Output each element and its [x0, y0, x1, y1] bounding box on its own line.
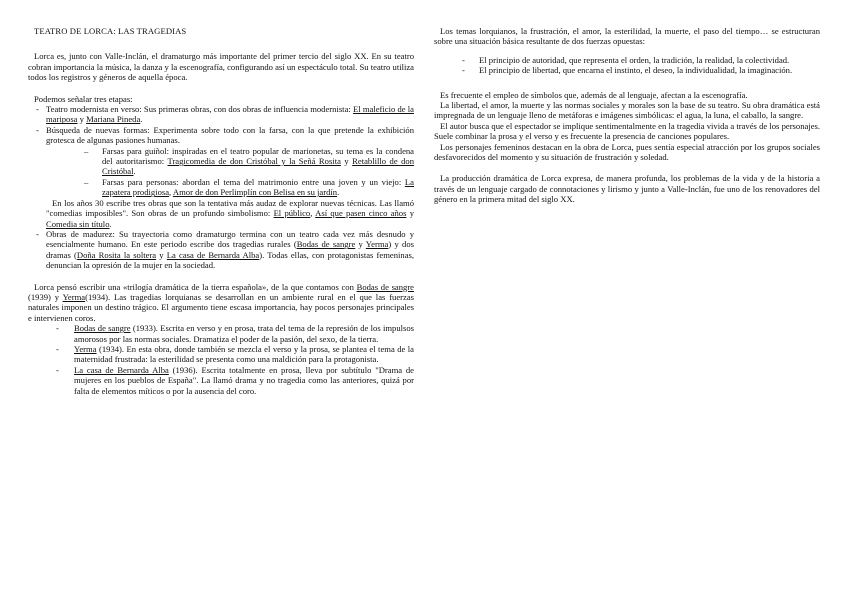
paragraph-text: (1934). Las tragedias lorquianas se desarrollan en un ambiente rural en el que las fuerzas naturales imponen un destino trágico. El argumento tiene escasa importancia, hay pocos personajes principales e intervienen coros. [28, 291, 414, 323]
work-title: Mariana Pineda [86, 114, 141, 125]
list-dash: - [462, 54, 465, 65]
work-title: Comedia sin título [46, 218, 110, 229]
connector-text: y [156, 249, 167, 260]
work-title: La casa de Bernarda Alba [166, 249, 260, 260]
work-title: Yerma [74, 343, 97, 354]
stages-list [28, 104, 414, 271]
farce-sublist [84, 146, 414, 198]
themes-paragraph: Los temas lorquianos, la frustración, el amor, la esterilidad, la muerte, el paso del tiempo… se estructuran sobre una situación básica resultante de dos fuerzas opuestas: [434, 26, 820, 47]
paragraph-text: En los años 30 escribe tres obras que son la tentativa más audaz de explorar nuevas técnicas. Las llamó "comedias imposibles". Son obras de un profundo simbolismo: [46, 197, 414, 219]
work-title: Retablillo de don Cristóbal [102, 156, 414, 177]
force-item [462, 65, 820, 75]
stages-heading: Podemos señalar tres etapas: [34, 93, 133, 104]
intro-paragraph: Lorca es, junto con Valle-Inclán, el dramaturgo más importante del primer tercio del siglo XX. En su teatro cobran importancia la música, la danza y la escenografía, configurando así un espectáculo total. Su teatro utiliza todos los registros y géneros de aquella época. [28, 51, 414, 83]
force-item [462, 55, 820, 65]
work-title: Yerma [365, 239, 389, 250]
symbols-paragraph: Es frecuente el empleo de símbolos que, además de al lenguaje, afectan a la escenografía. [440, 89, 748, 100]
connector-text: y [340, 156, 353, 167]
work-title: La zapatera prodigiosa [102, 176, 414, 198]
list-dash: – [84, 145, 89, 156]
connector-text: y [355, 239, 366, 250]
stage-item-maturity [28, 229, 414, 271]
list-dash: - [36, 124, 39, 135]
punctuation: . [140, 114, 143, 125]
stage-item-modernist [28, 104, 414, 125]
list-dash: - [56, 343, 59, 354]
production-paragraph: La producción dramática de Lorca expresa, de manera profunda, los problemas de la vida y de la historia a través de un lenguaje cargado de connotaciones y lirismo y junto a Valle-Inclán, fue uno de los renovadores del género en la primera mitad del siglo XX. [434, 173, 820, 205]
stage-text: Búsqueda de nuevas formas: Experimenta sobre todo con la farsa, con la que pretende la exhibición grotesca de algunas pasiones humanas. [46, 124, 414, 146]
tragedy-description: (1936). Escrita totalmente en prosa, lleva por subtítulo "Drama de mujeres en los pueblos de España". La llamó drama y no tragedia como las anteriores, quizá por falta de elementos míticos o por la ausencia del coro. [74, 364, 414, 396]
connector-text: ) y dos dramas ( [46, 239, 414, 260]
work-title: Amor de don Perlimplín con Belisa en su jardín [172, 187, 338, 198]
work-title: Doña Rosita la soltera [76, 249, 157, 260]
work-title: Yerma [62, 291, 86, 302]
right-column [434, 26, 820, 205]
tragedies-list [56, 323, 414, 396]
work-title: Bodas de sangre [74, 323, 131, 334]
work-title: Así que pasen cinco años [315, 208, 407, 219]
work-title: Tragicomedia de don Cristóbal y la Señá Rosita [167, 156, 341, 167]
punctuation: . [337, 187, 340, 198]
connector-text: y [77, 114, 87, 125]
list-dash: - [56, 364, 59, 375]
list-dash: - [36, 228, 39, 239]
list-dash: – [84, 176, 89, 187]
punctuation: . [109, 218, 112, 229]
work-title: Bodas de sangre [356, 281, 414, 292]
document-title: TEATRO DE LORCA: LAS TRAGEDIAS [34, 26, 187, 36]
women-paragraph: Los personajes femeninos destacan en la obra de Lorca, pues sentía especial atracción por los grupos sociales desfavorecidos del momento y su situación de frustración y soledad. [434, 141, 820, 163]
author-paragraph: El autor busca que el espectador se implique sentimentalmente en la tragedia vivida a través de los personajes. Suele combinar la prosa y el verso y es frecuente la presencia de canciones populares. [434, 120, 820, 142]
connector-text: , [169, 187, 173, 198]
farce-text: Farsas para personas: abordan el tema del matrimonio entre una joven y un viejo: [102, 176, 405, 187]
work-title: El maleficio de la mariposa [46, 104, 414, 125]
force-text: El principio de autoridad, que representa el orden, la tradición, la realidad, la colectividad. [479, 54, 790, 65]
stage-text: ). Todas ellas, con protagonistas femeninas, denuncian la opresión de la mujer en la sociedad. [46, 249, 415, 271]
connector-text: , [310, 208, 316, 219]
freedom-paragraph: La libertad, el amor, la muerte y las normas sociales y morales son la base de su teatro. Su obra dramática está impregnada de un lenguaje lleno de metáforas e imágenes simbólicas: el agua, la luna, el caballo, la sangre. [434, 100, 820, 121]
impossible-comedies-text [46, 198, 414, 229]
work-title: El público [273, 208, 311, 219]
left-column [28, 26, 414, 396]
farce-text: Farsas para guiñol: inspiradas en el teatro popular de marionetas, su tema es la condena del autoritarismo: [102, 145, 414, 167]
tragedy-description: (1934). En esta obra, donde también se mezcla el verso y la prosa, se plantea el tema de la maternidad frustrada: la esterilidad se presenta como una maldición para la protagonista. [74, 343, 414, 365]
stage-text: Teatro modernista en verso: Sus primeras obras, con dos obras de influencia modernista: [46, 104, 353, 115]
tragedy-description: (1933). Escrita en verso y en prosa, trata del tema de la represión de los impulsos amorosos por las normas sociales. Dramatiza el poder de la pasión, del sexo, de la tierra. [74, 323, 414, 344]
trilogy-paragraph [28, 282, 414, 324]
stage-text: Obras de madurez: Su trayectoria como dramaturgo termina con un teatro cada vez más desnudo y esencialmente humano. En este periodo escribe dos tragedias rurales ( [46, 228, 414, 250]
list-dash: - [56, 323, 59, 334]
paragraph-text: Lorca pensó escribir una «trilogía dramática de la tierra española», de la que contamos con [34, 281, 357, 292]
farce-item-personas [84, 177, 414, 198]
force-text: El principio de libertad, que encarna el instinto, el deseo, la individualidad, la imaginación. [479, 65, 793, 76]
list-dash: - [462, 65, 465, 76]
list-dash: - [36, 104, 39, 115]
tragedy-item [56, 344, 414, 365]
work-title: Bodas de sangre [296, 239, 356, 250]
farce-item-guinol [84, 146, 414, 177]
tragedy-item [56, 365, 414, 396]
work-title: La casa de Bernarda Alba [74, 364, 169, 375]
tragedy-item [56, 323, 414, 344]
stage-item-new-forms [28, 125, 414, 229]
connector-text: (1939) y [28, 291, 63, 302]
connector-text: y [406, 208, 414, 219]
forces-list [462, 55, 820, 76]
punctuation: . [133, 166, 136, 177]
